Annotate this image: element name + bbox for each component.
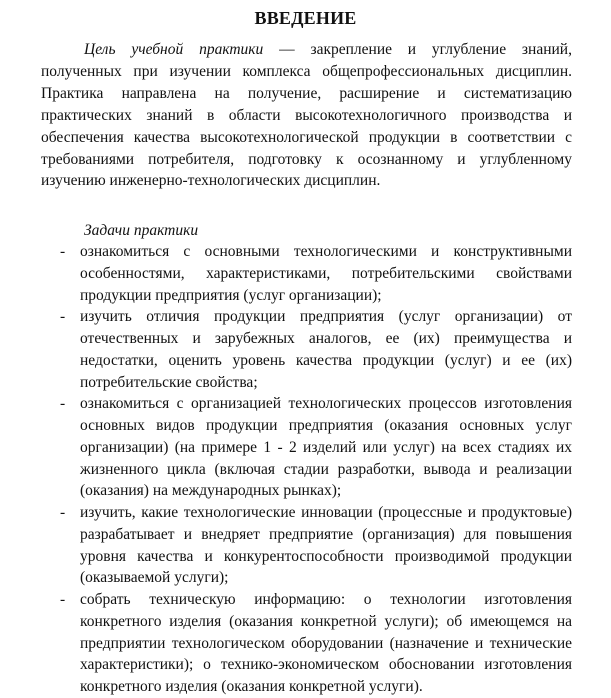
bullet-dash: - [60,308,66,326]
intro-text: — закрепление и углубление знаний, полученных при изучении комплекса общепрофессиональных дисциплин. Практика направлена на получение, расширение и систематизацию практических знаний в области высокотехнологичного производства и обеспечения качества высокотехнологической продукции в соответствии с требованиями потребителя, подготовку к осознанному и углубленному изучению инженерно-технологических дисциплин. [41,41,572,190]
bullet-dash: - [60,395,66,413]
list-item-text: собрать техническую информацию: о технологии изготовления конкретного изделия (оказания конкретной услуги); об имеющемся на предприятии технологическом оборудовании (назначение и технические характеристики); о технико-экономическом обосновании изготовления конкретного изделия (оказания конкретной услуги). [80,591,572,695]
page-title: ВВЕДЕНИЕ [254,8,357,28]
tasks-list [41,241,572,698]
bullet-dash: - [60,504,66,521]
intro-lead: Цель учебной практики [84,41,264,58]
list-item [41,241,572,306]
bullet-dash: - [60,243,66,260]
list-item-text: изучить отличия продукции предприятия (услуг организации) от отечественных и зарубежных аналогов, ее (их) преимущества и недостатки, оценить уровень качества продукции (услуг) и ее (их) потребительские свойства; [80,308,572,391]
list-item [41,306,572,393]
intro-paragraph [41,39,572,192]
list-item [41,502,572,589]
list-item [41,589,572,698]
list-item-text: изучить, какие технологические инновации (процессные и продуктовые) разрабатывает и внедряет предприятие (организация) для повышения уровня качества и конкурентоспособности производимой продукции (оказываемой услуги); [80,504,572,587]
list-item-text: ознакомиться с основными технологическими и конструктивными особенностями, характеристиками, потребительскими свойствами продукции предприятия (услуг организации); [80,243,572,304]
bullet-dash: - [60,591,66,608]
list-item-text: ознакомиться с организацией технологических процессов изготовления основных видов продукции предприятия (оказания основных услуг организации) (на примере 1 - 2 изделий или услуг) на всех стадиях их жизненного цикла (включая стадии разработки, вывода и реализации (оказания) на международных рынках); [80,395,572,500]
tasks-heading: Задачи практики [84,222,199,239]
list-item [41,393,572,502]
